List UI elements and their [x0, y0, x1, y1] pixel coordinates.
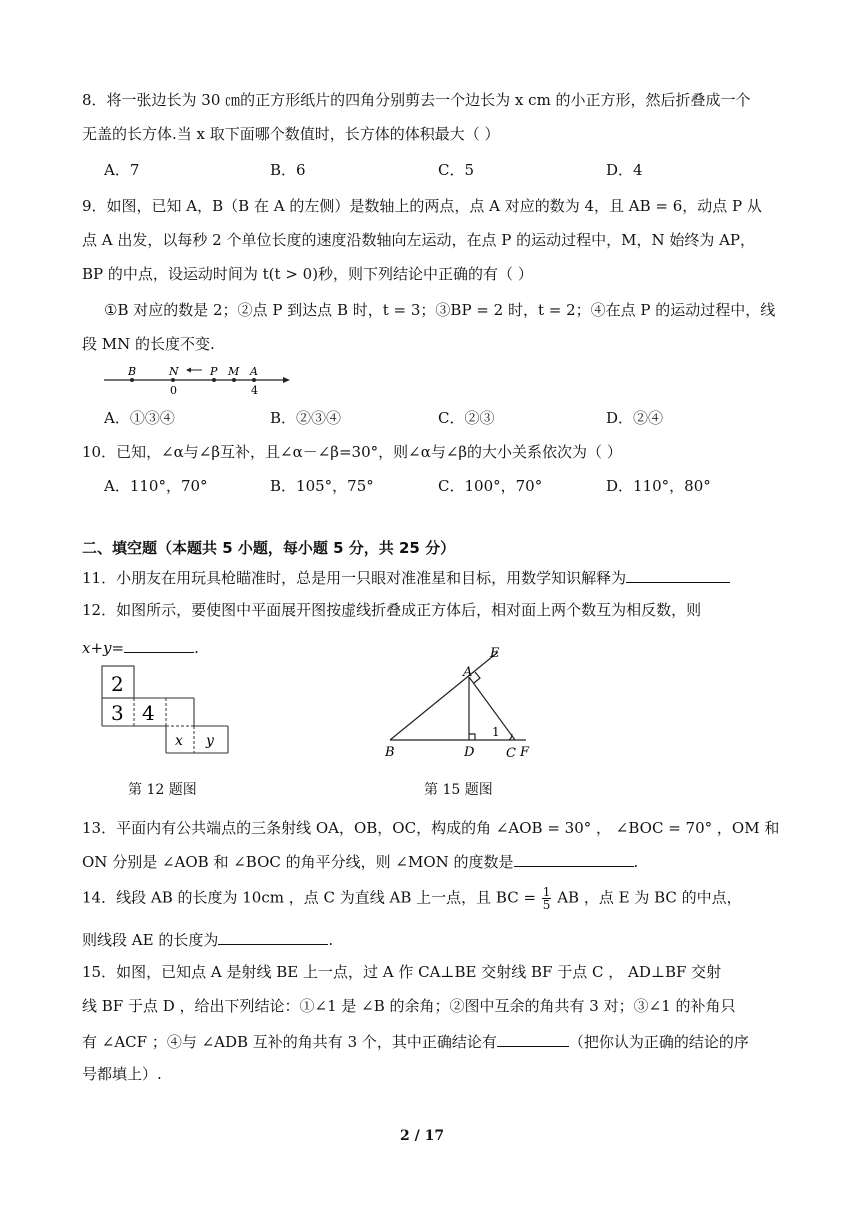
q11-answer-blank[interactable] [626, 566, 730, 583]
fraction-denominator: 5 [542, 898, 551, 912]
label-e: E [490, 646, 500, 661]
q13-line1: 13．平面内有公共端点的三条射线 OA，OB，OC，构成的角 ∠AOB = 30° ， ∠BOC = 70° ，OM 和 [82, 819, 780, 837]
q12-line2 [82, 636, 199, 658]
q9-line3: BP 的中点，设运动时间为 t(t > 0)秒，则下列结论中正确的有（ ） [82, 265, 533, 283]
q11-line1 [82, 566, 730, 588]
label-f: F [520, 745, 530, 760]
q14-line2 [82, 928, 333, 950]
tick-zero: 0 [170, 384, 177, 397]
q14-text-b: AB ，点 E 为 BC 的中点， [557, 888, 742, 907]
label-b: B [128, 365, 137, 378]
label-m: M [228, 365, 240, 378]
q13-line2 [82, 850, 638, 872]
q15-answer-blank[interactable] [497, 1030, 569, 1047]
label-a: A [463, 665, 473, 680]
q9-option-a: A．①③④ [104, 409, 175, 427]
q15-text-b: （把你认为正确的结论的序 [568, 1033, 749, 1051]
q14-period: . [328, 931, 334, 949]
angle-1-label: 1 [492, 725, 500, 739]
q9-option-c: C．②③ [438, 409, 495, 427]
point-n [171, 378, 175, 382]
q15-line4: 号都填上）. [82, 1065, 162, 1083]
q14-fraction [542, 886, 552, 911]
q8-line2: 无盖的长方体.当 x 取下面哪个数值时，长方体的体积最大（ ） [82, 125, 500, 143]
q8-option-a: A．7 [104, 161, 140, 179]
cell-2: 2 [111, 672, 124, 696]
q9-line2: 点 A 出发，以每秒 2 个单位长度的速度沿数轴向左运动，在点 P 的运动过程中，M，N 始终为 AP， [82, 231, 756, 249]
q14-line1 [82, 886, 742, 911]
label-d: D [464, 745, 475, 760]
q9-line5: 段 MN 的长度不变. [82, 335, 215, 353]
q12-line1: 12．如图所示，要使图中平面展开图按虚线折叠成正方体后，相对面上两个数互为相反数，则 [82, 601, 702, 619]
q9-option-d: D．②④ [606, 409, 664, 427]
q13-text: ON 分别是 ∠AOB 和 ∠BOC 的角平分线，则 ∠MON 的度数是 [82, 853, 514, 871]
label-p: P [210, 365, 218, 378]
q10-option-d: D．110°，80° [606, 477, 711, 495]
q15-line3 [82, 1030, 749, 1052]
fig12-caption: 第 12 题图 [128, 782, 197, 798]
q13-period: . [633, 853, 639, 871]
cell-4: 4 [142, 701, 155, 725]
q8-option-d: D．4 [606, 161, 643, 179]
q8-option-b: B．6 [270, 161, 306, 179]
label-n: N [169, 365, 179, 378]
number-line-figure [100, 362, 300, 398]
point-p [212, 378, 216, 382]
tick-four: 4 [251, 384, 258, 397]
q9-line4: ①B 对应的数是 2；②点 P 到达点 B 时，t = 3；③BP = 2 时，t = 2；④在点 P 的运动过程中，线 [104, 301, 776, 319]
q12-period: . [194, 639, 199, 657]
q10-option-a: A．110°，70° [104, 477, 208, 495]
page-number: 2 / 17 [400, 1128, 445, 1144]
q15-line1: 15．如图，已知点 A 是射线 BE 上一点，过 A 作 CA⊥BE 交射线 BF 于点 C ， AD⊥BF 交射 [82, 963, 722, 981]
label-c: C [506, 746, 516, 761]
q8-option-c: C．5 [438, 161, 475, 179]
point-m [232, 378, 236, 382]
q9-line1: 9．如图，已知 A，B（B 在 A 的左侧）是数轴上的两点，点 A 对应的数为 4，且 AB = 6，动点 P 从 [82, 197, 762, 215]
cell-y: y [206, 733, 214, 749]
q14-answer-blank[interactable] [218, 928, 328, 945]
section-title: 二、填空题（本题共 5 小题，每小题 5 分，共 25 分） [82, 539, 456, 557]
q14-text-c: 则线段 AE 的长度为 [82, 931, 219, 949]
cell-x: x [175, 733, 183, 749]
q8-line1: 8．将一张边长为 30 ㎝的正方形纸片的四角分别剪去一个边长为 x cm 的小正方形，然后折叠成一个 [82, 91, 751, 109]
label-b: B [385, 745, 395, 760]
q12-expression: x+y= [82, 639, 125, 657]
q9-option-b: B．②③④ [270, 409, 342, 427]
q10-line1: 10．已知，∠α与∠β互补，且∠α－∠β=30°，则∠α与∠β的大小关系依次为（ ） [82, 443, 622, 461]
q10-option-b: B．105°，75° [270, 477, 374, 495]
q11-text: 11．小朋友在用玩具枪瞄准时，总是用一只眼对准准星和目标，用数学知识解释为 [82, 569, 627, 587]
point-b [130, 378, 134, 382]
q10-option-c: C．100°，70° [438, 477, 543, 495]
q12-answer-blank[interactable] [124, 636, 194, 653]
point-a [252, 378, 256, 382]
q14-text-a: 14．线段 AB 的长度为 10cm ，点 C 为直线 AB 上一点，且 BC = [82, 888, 537, 907]
fraction-numerator: 1 [542, 885, 551, 899]
fig15-caption: 第 15 题图 [424, 782, 493, 798]
q15-line2: 线 BF 于点 D ，给出下列结论：①∠1 是 ∠B 的余角；②图中互余的角共有 3 对；③∠1 的补角只 [82, 997, 736, 1015]
q15-text-a: 有 ∠ACF ；④与 ∠ADB 互补的角共有 3 个，其中正确结论有 [82, 1033, 497, 1051]
label-a: A [250, 365, 258, 378]
q13-answer-blank[interactable] [514, 850, 634, 867]
cell-3: 3 [111, 701, 124, 725]
cube-net-figure [100, 664, 232, 756]
triangle-figure [380, 640, 550, 762]
